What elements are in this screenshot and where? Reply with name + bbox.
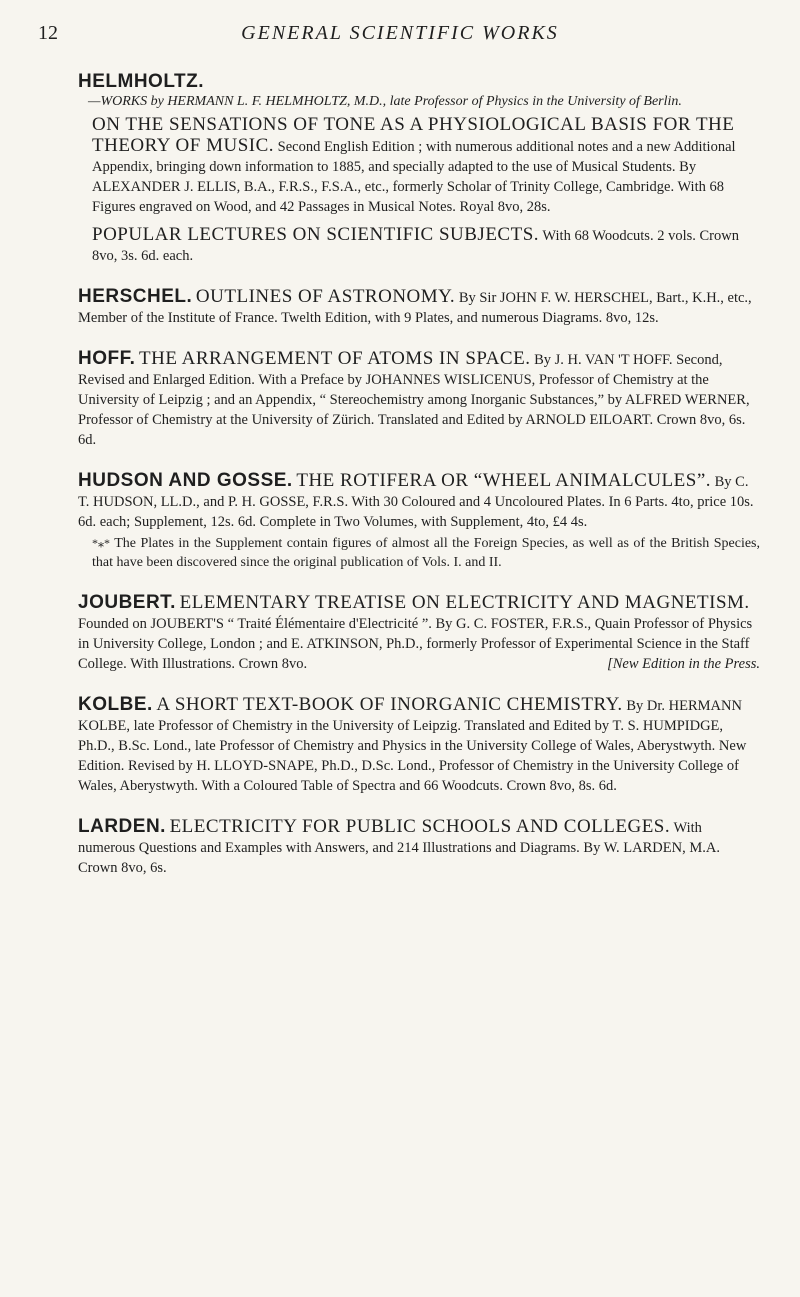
catalogue-entry-joubert xyxy=(78,593,760,674)
footnote-text: The Plates in the Supplement contain figures of almost all the Foreign Species, as well as of the British Species, that have been discovered since the original publication of Vols. I. and II. xyxy=(92,536,760,570)
author-name: KOLBE. xyxy=(78,694,153,715)
author-name: HUDSON AND GOSSE. xyxy=(78,470,293,491)
footnote-mark: *⁎* xyxy=(92,536,110,550)
catalogue-entry-helmholtz xyxy=(78,72,760,266)
catalogue-entry-kolbe xyxy=(78,695,760,796)
work-description: Founded on JOUBERT'S “ Traité Élémentaire d'Electricité ”. By G. C. FOSTER, F.R.S., Quain Professor of Physics in University College, London ; and E. ATKINSON, Ph.D., formerly Professor of Experimental Science in the Staff College. With Illustrations. Crown 8vo. xyxy=(78,616,753,672)
work-title: THE ARRANGEMENT OF ATOMS IN SPACE. xyxy=(139,348,531,369)
author-name: HELMHOLTZ. xyxy=(78,71,205,92)
work-description: By Dr. HERMANN KOLBE, late Professor of Chemistry in the University of Leipzig. Translated and Edited by T. S. HUMPIDGE, Ph.D., B.Sc. Lond., late Professor of Chemistry and Physics in the University College of Wales, Aberystwyth. New Edition. Revised by H. LLOYD-SNAPE, Ph.D., D.Sc. Lond., Professor of Chemistry in the University College of Wales, Aberystwyth. With a Coloured Table of Spectra and 66 Woodcuts. Crown 8vo, 8s. 6d. xyxy=(78,698,747,794)
work-description: By J. H. VAN 'T HOFF. Second, Revised and Enlarged Edition. With a Preface by JOHANNES WISLICENUS, Professor of Chemistry at the University of Leipzig ; and an Appendix, “ Stereochemistry among Inorganic Substances,” by ALFRED WERNER, Professor of Chemistry at the University of Zürich. Translated and Edited by ARNOLD EILOART. Crown 8vo, 6s. 6d. xyxy=(78,352,750,448)
work-title: POPULAR LECTURES ON SCIENTIFIC SUBJECTS. xyxy=(92,224,540,245)
work-title: ELECTRICITY FOR PUBLIC SCHOOLS AND COLLEGES. xyxy=(169,816,671,837)
author-name: HOFF. xyxy=(78,348,136,369)
footnote xyxy=(78,534,760,572)
work-item xyxy=(78,115,760,217)
running-head: GENERAL SCIENTIFIC WORKS xyxy=(241,22,559,44)
work-title: THE ROTIFERA OR “WHEEL ANIMALCULES”. xyxy=(296,470,712,491)
catalogue-entry-larden xyxy=(78,817,760,878)
work-description: With numerous Questions and Examples with Answers, and 214 Illustrations and Diagrams. By W. LARDEN, M.A. Crown 8vo, 6s. xyxy=(78,820,720,876)
work-description: With 68 Woodcuts. 2 vols. Crown 8vo, 3s. 6d. each. xyxy=(92,228,739,264)
author-name: LARDEN. xyxy=(78,816,166,837)
catalogue-entry-herschel xyxy=(78,287,760,328)
edition-status: [New Edition in the Press. xyxy=(607,656,760,672)
author-name: JOUBERT. xyxy=(78,592,176,613)
work-title: A SHORT TEXT-BOOK OF INORGANIC CHEMISTRY. xyxy=(156,694,623,715)
work-title: OUTLINES OF ASTRONOMY. xyxy=(195,286,456,307)
page-number: 12 xyxy=(38,22,58,44)
author-note: —WORKS by HERMANN L. F. HELMHOLTZ, M.D., late Professor of Physics in the University of Berlin. xyxy=(88,94,682,109)
author-name: HERSCHEL. xyxy=(78,286,193,307)
work-description: Second English Edition ; with numerous additional notes and a new Additional Appendix, bringing down information to 1885, and specially adapted to the use of Musical Students. By ALEXANDER J. ELLIS, B.A., F.R.S., F.S.A., etc., formerly Scholar of Trinity College, Cambridge. With 68 Figures engraved on Wood, and 42 Passages in Musical Notes. Royal 8vo, 28s. xyxy=(92,139,736,215)
work-description: By Sir JOHN F. W. HERSCHEL, Bart., K.H., etc., Member of the Institute of France. Twelth Edition, with 9 Plates, and numerous Diagrams. 8vo, 12s. xyxy=(78,290,752,326)
work-title: ELEMENTARY TREATISE ON ELECTRICITY AND MAGNETISM. xyxy=(179,592,750,613)
work-description: By C. T. HUDSON, LL.D., and P. H. GOSSE, F.R.S. With 30 Coloured and 4 Uncoloured Plates. In 6 Parts. 4to, price 10s. 6d. each; Supplement, 12s. 6d. Complete in Two Volumes, with Supplement, 4to, £4 4s. xyxy=(78,474,754,530)
work-item xyxy=(78,225,760,266)
catalogue-entry-hoff xyxy=(78,349,760,450)
catalogue-entry-hudson-gosse xyxy=(78,471,760,572)
work-title: ON THE SENSATIONS OF TONE AS A PHYSIOLOGICAL BASIS FOR THE THEORY OF MUSIC. xyxy=(92,114,735,156)
catalogue-page xyxy=(78,72,760,899)
